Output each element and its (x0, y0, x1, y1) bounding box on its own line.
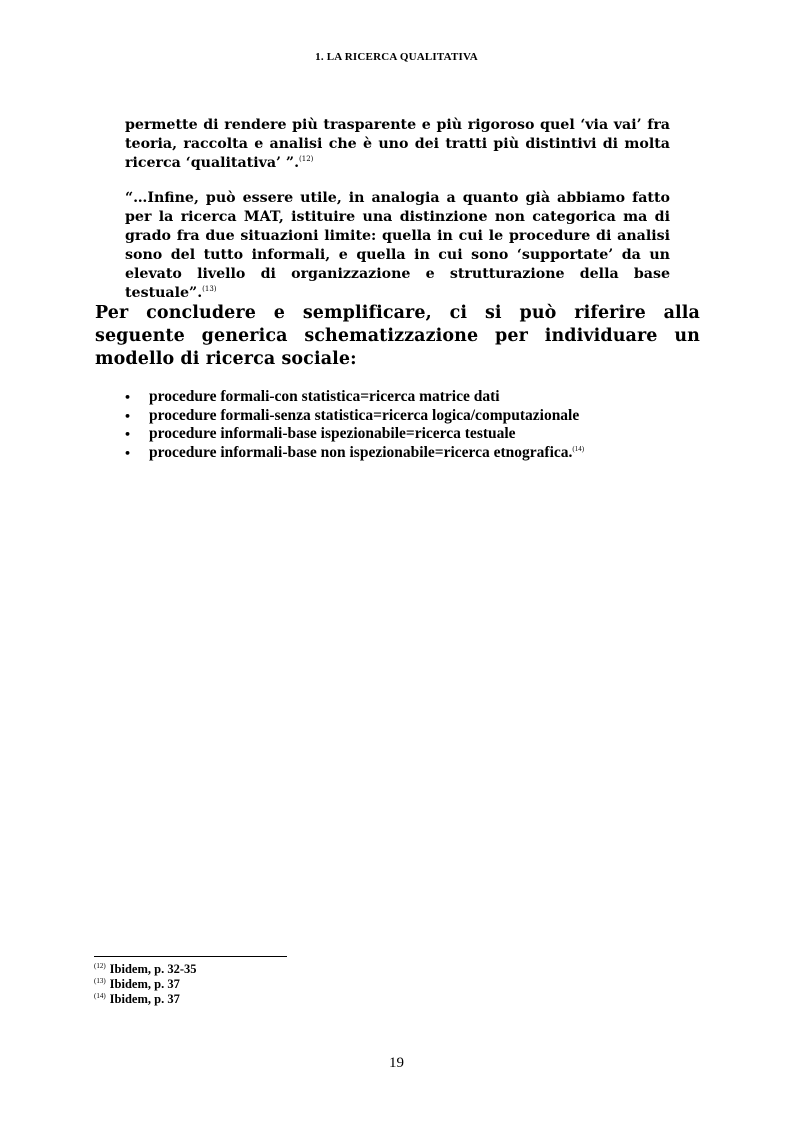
lead-paragraph: Per concludere e semplificare, ci si può riferire alla seguente generica schematizzazione per individuare un modello di ricerca sociale: (95, 303, 700, 369)
running-header: 1. LA RICERCA QUALITATIVA (315, 51, 478, 63)
list-item (124, 425, 704, 444)
footnote-ref-14: (14) (572, 444, 585, 453)
list-item-text: procedure formali-senza statistica=ricerca logica/computazionale (149, 406, 580, 424)
list-item-text: procedure informali-base non ispezionabile=ricerca etnografica. (149, 443, 573, 461)
footnote-mark: (14) (94, 992, 106, 1000)
footnote-13 (94, 977, 394, 992)
list-item-text: procedure formali-con statistica=ricerca matrice dati (149, 388, 500, 405)
footnote-separator (94, 956, 287, 957)
footnote-text: Ibidem, p. 32-35 (109, 962, 197, 976)
footnote-text: Ibidem, p. 37 (109, 992, 180, 1006)
quote-1-text: permette di rendere più trasparente e più rigoroso quel ‘via vai’ fra teoria, raccolta e analisi che è uno dei tratti più distintivi di molta ricerca ‘qualitativa’ ”. (125, 117, 670, 171)
list-item-text: procedure informali-base ispezionabile=ricerca testuale (149, 425, 516, 442)
footnotes (94, 962, 394, 1007)
footnote-12 (94, 962, 394, 977)
footnote-mark: (12) (94, 962, 106, 970)
bullet-icon: • (124, 391, 132, 404)
bullet-icon: • (124, 428, 132, 441)
bullet-icon: • (124, 409, 132, 423)
page-number: 19 (389, 1055, 404, 1071)
footnote-text: Ibidem, p. 37 (109, 977, 180, 991)
quote-paragraph-2 (125, 189, 670, 303)
bullet-icon: • (124, 446, 132, 460)
list-item (124, 407, 704, 426)
quote-2-text: “…Infine, può essere utile, in analogia a quanto già abbiamo fatto per la ricerca MAT, istituire una distinzione non categorica ma di grado fra due situazioni limite: quella in cui le procedure di analisi sono del tutto informali, e quella in cui sono ‘supportate’ da un elevato livello di organizzazione e strutturazione della base testuale”. (125, 190, 670, 301)
list-item (124, 444, 704, 463)
footnote-14 (94, 992, 394, 1007)
quote-paragraph-1 (125, 116, 670, 173)
footnote-ref-13: (13) (202, 285, 217, 293)
schema-list (124, 388, 704, 462)
footnote-mark: (13) (94, 977, 106, 985)
list-item (124, 388, 704, 407)
footnote-ref-12: (12) (299, 155, 314, 163)
